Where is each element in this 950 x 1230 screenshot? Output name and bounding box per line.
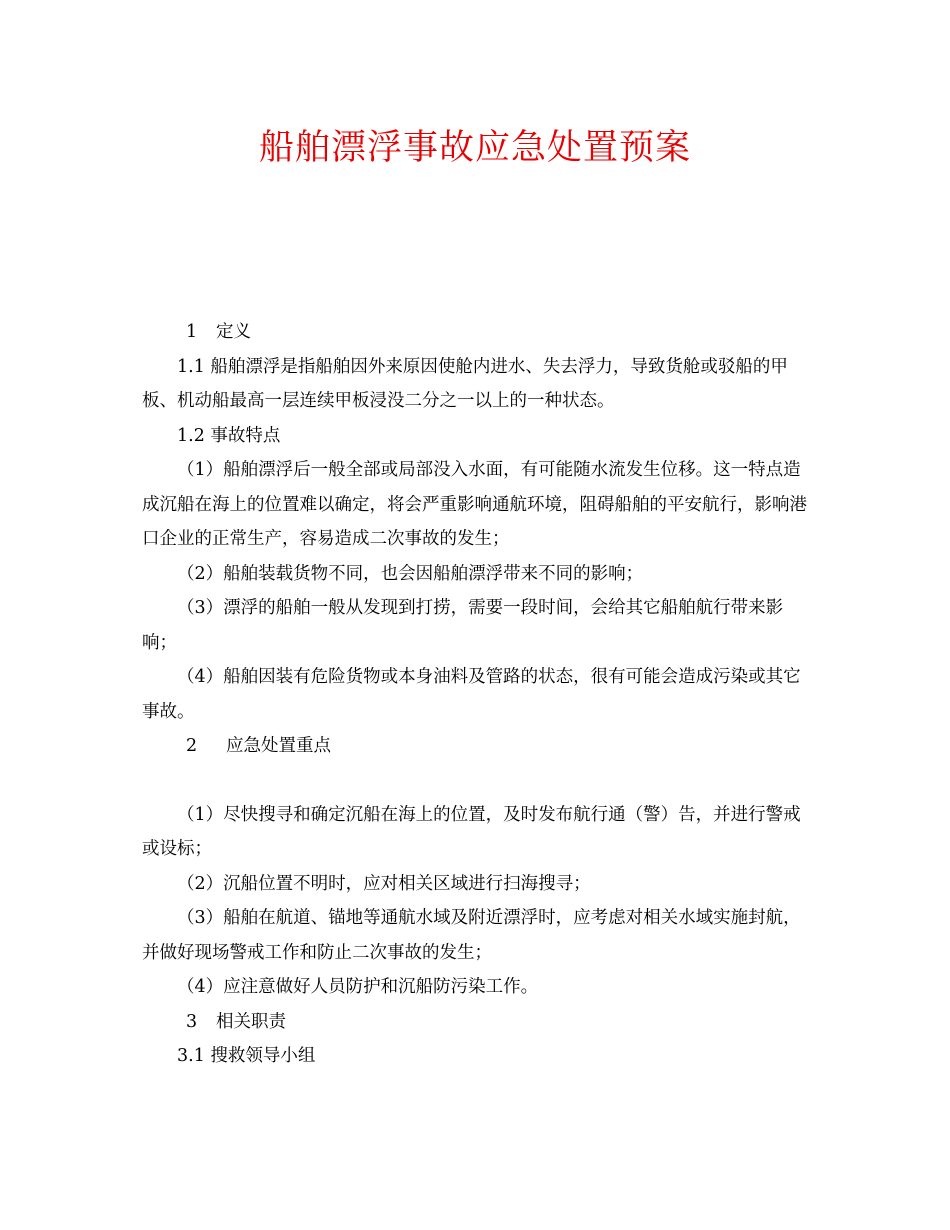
list-item: （3）漂浮的船舶一般从发现到打捞，需要一段时间，会给其它船舶航行带来影响； [142, 598, 784, 653]
section-1-number: 1 [186, 322, 198, 342]
list-item: （1）尽快搜寻和确定沉船在海上的位置，及时发布航行通（警）告，并进行警戒或设标； [142, 804, 801, 859]
section-3-heading [142, 1005, 810, 1040]
list-item: （4）船舶因装有危险货物或本身油料及管路的状态，很有可能会造成污染或其它事故。 [142, 667, 801, 722]
section-2-heading [142, 729, 810, 764]
paragraph-1-2: 1.2 事故特点 [177, 425, 281, 446]
spacer [142, 764, 810, 798]
section-1-title: 定义 [216, 322, 251, 342]
list-item: （3）船舶在航道、锚地等通航水域及附近漂浮时，应考虑对相关水域实施封航，并做好现场警戒工作和防止二次事故的发生； [142, 908, 801, 963]
section-1-heading [142, 315, 810, 350]
section-3-title: 相关职责 [216, 1011, 286, 1032]
list-item: （4）应注意做好人员防护和沉船防污染工作。 [177, 977, 539, 997]
page-title: 船舶漂浮事故应急处置预案 [258, 128, 691, 168]
section-2-title: 应急处置重点 [226, 736, 331, 756]
document-body [142, 315, 810, 1074]
list-item: （1）船舶漂浮后一般全部或局部没入水面，有可能随水流发生位移。这一特点造成沉船在海上的位置难以确定，将会严重影响通航环境，阻碍船舶的平安航行，影响港口企业的正常生产，容易造成二次事故的发生； [142, 460, 807, 549]
section-3-number: 3 [186, 1011, 198, 1032]
list-item: （2）沉船位置不明时，应对相关区域进行扫海搜寻； [177, 873, 591, 894]
list-item: （2）船舶装载货物不同，也会因船舶漂浮带来不同的影响； [177, 563, 644, 584]
paragraph-3-1: 3.1 搜救领导小组 [177, 1046, 316, 1066]
section-2-number: 2 [186, 736, 198, 756]
paragraph-1-1: 1.1 船舶漂浮是指船舶因外来原因使舱内进水、失去浮力，导致货舱或驳船的甲板、机动船最高一层连续甲板浸没二分之一以上的一种状态。 [142, 356, 788, 411]
